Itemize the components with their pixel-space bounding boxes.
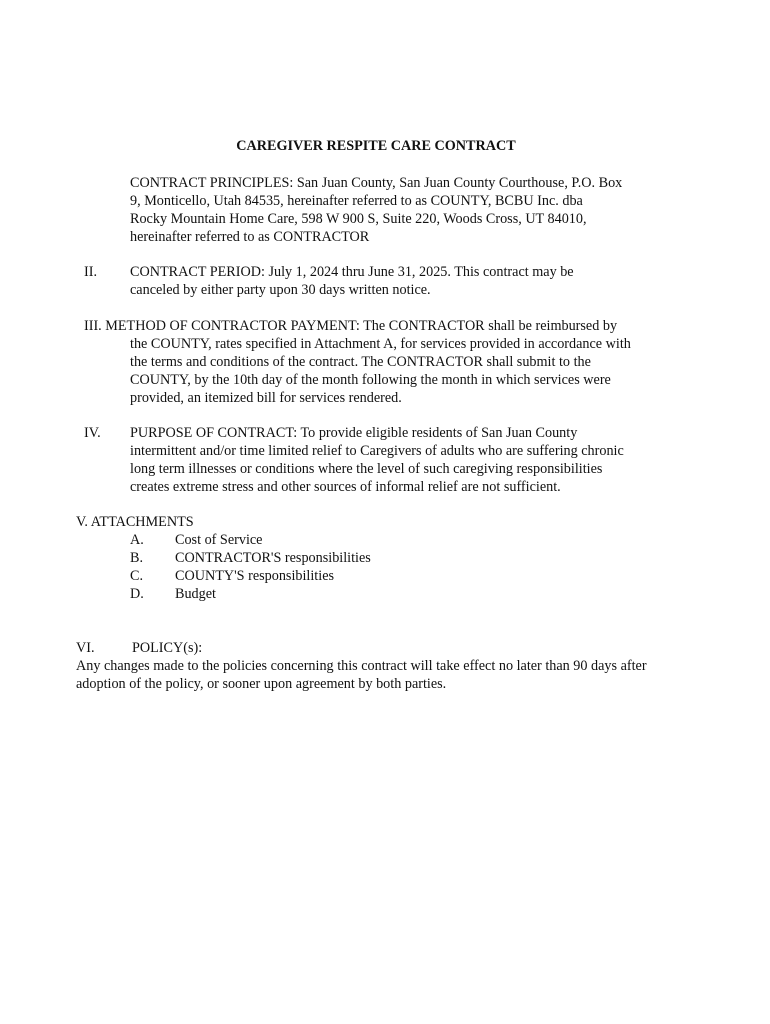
text-line: 9, Monticello, Utah 84535, hereinafter referred to as COUNTY, BCBU Inc. dba [130, 193, 583, 209]
text-line: provided, an itemized bill for services rendered. [130, 390, 402, 406]
section-ii-number: II. [84, 264, 97, 280]
attachment-item: Budget [175, 586, 216, 602]
attachments-heading: V. ATTACHMENTS [76, 514, 194, 530]
text-line: intermittent and/or time limited relief to Caregivers of adults who are suffering chronic [130, 443, 624, 459]
attachment-item: Cost of Service [175, 532, 263, 548]
document-title: CAREGIVER RESPITE CARE CONTRACT [236, 138, 516, 154]
text-line: the terms and conditions of the contract. The CONTRACTOR shall submit to the [130, 354, 591, 370]
attachment-letter: A. [130, 532, 144, 548]
text-line: canceled by either party upon 30 days written notice. [130, 282, 431, 298]
attachment-letter: C. [130, 568, 144, 584]
text-line: CONTRACT PRINCIPLES: San Juan County, San Juan County Courthouse, P.O. Box [130, 175, 623, 191]
text-line: PURPOSE OF CONTRACT: To provide eligible residents of San Juan County [130, 425, 578, 441]
text-line: III. METHOD OF CONTRACTOR PAYMENT: The CONTRACTOR shall be reimbursed by [84, 318, 618, 334]
contract-principles [130, 174, 690, 246]
policy-heading: POLICY(s): [132, 640, 203, 656]
attachment-item: CONTRACTOR'S responsibilities [175, 550, 371, 566]
text-line: COUNTY, by the 10th day of the month following the month in which services were [130, 372, 611, 388]
text-line: adoption of the policy, or sooner upon agreement by both parties. [76, 676, 447, 692]
attachment-item: COUNTY'S responsibilities [175, 568, 335, 584]
text-line: the COUNTY, rates specified in Attachment A, for services provided in accordance with [130, 336, 631, 352]
purpose-of-contract [130, 424, 690, 496]
text-line: long term illnesses or conditions where the level of such caregiving responsibilities [130, 461, 603, 477]
text-line: Rocky Mountain Home Care, 598 W 900 S, Suite 220, Woods Cross, UT 84010, [130, 211, 587, 227]
text-line: creates extreme stress and other sources of informal relief are not sufficient. [130, 479, 561, 495]
policy-text [76, 657, 716, 693]
text-line: hereinafter referred to as CONTRACTOR [130, 229, 370, 245]
text-line: CONTRACT PERIOD: July 1, 2024 thru June 31, 2025. This contract may be [130, 264, 574, 280]
attachment-letter: B. [130, 550, 144, 566]
contract-period [130, 263, 690, 299]
section-iv-number: IV. [84, 425, 101, 441]
section-vi-number: VI. [76, 640, 95, 656]
method-of-payment [84, 317, 704, 407]
attachment-letter: D. [130, 586, 144, 602]
text-line: Any changes made to the policies concerning this contract will take effect no later than 90 days after [76, 658, 647, 674]
